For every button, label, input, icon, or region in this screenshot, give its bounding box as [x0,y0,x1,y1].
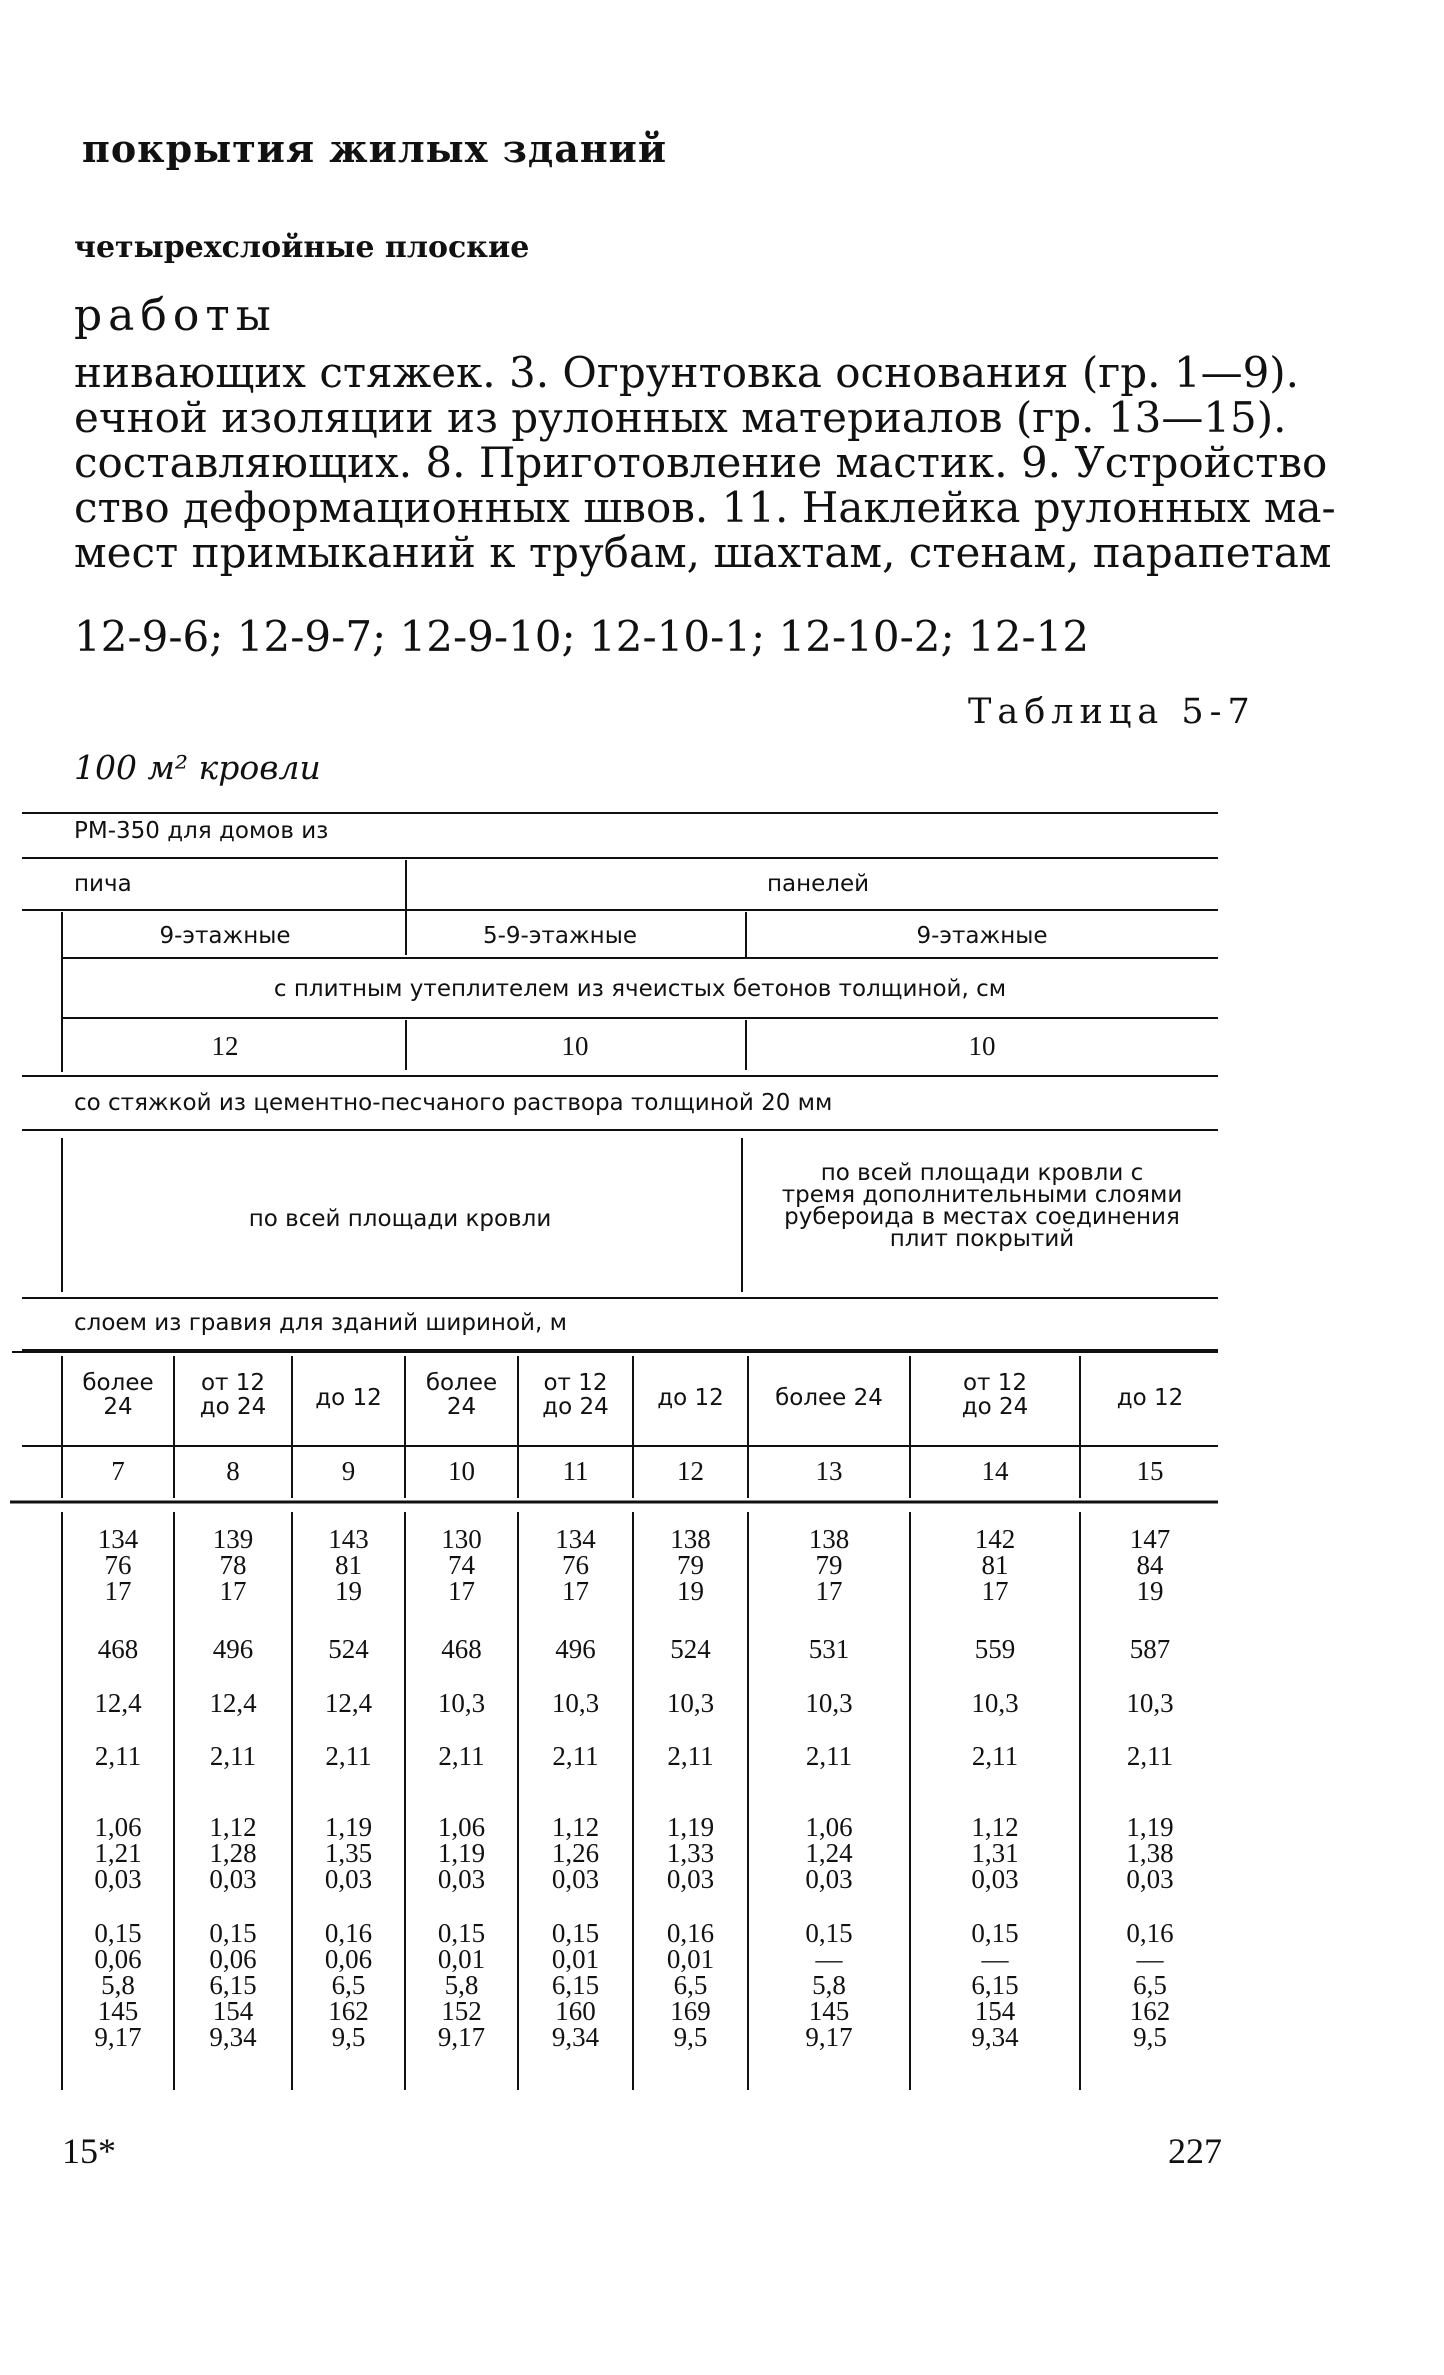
section-subtitle: четырехслойные плоские [74,230,530,265]
table-cell-value: 17 [448,1576,475,1606]
table-cell-value: 2,11 [805,1741,853,1771]
table-cell-value: 154 [212,1996,254,2026]
table-cell-value: 0,15 [805,1918,853,1948]
table-cell-value: 138 [808,1524,850,1554]
table-cell-value: 5,8 [444,1970,479,2000]
table-cell-value: 1,28 [209,1838,257,1868]
table-cell-value: 1,19 [1126,1812,1174,1842]
table-cell-value: 0,03 [209,1864,257,1894]
table-cell-value: 162 [328,1996,369,2026]
table-cell-value: 74 [448,1550,475,1580]
table-cell-value: 12,4 [324,1688,373,1718]
table-header-thickness: 10 [968,1031,996,1061]
table-cell-value: 1,19 [324,1812,373,1842]
table-cell-value: 0,16 [1126,1918,1174,1948]
table-cell-value: 19 [1136,1576,1164,1606]
table-cell-value: 2,11 [667,1741,714,1771]
table-cell-value: 10,3 [551,1688,600,1718]
table-cell-value: 19 [335,1576,362,1606]
table-header-area: по всей площади кровли [248,1206,552,1232]
table-cell-value: 531 [808,1634,850,1664]
table-cell-value: 1,26 [551,1838,600,1868]
table-cell-value: 0,03 [437,1864,486,1894]
page-number: 227 [1168,2131,1222,2171]
paragraph-line: составляющих. 8. Приготовление мастик. 9. Устройство [74,438,1328,487]
table-cell-value: 1,12 [209,1812,257,1842]
table-cell-value: 9,5 [1133,2022,1167,2052]
column-number: 14 [981,1456,1009,1486]
table-cell-value: 9,17 [805,2022,853,2052]
column-header: до 12 [657,1385,724,1411]
table-cell-value: 0,03 [551,1864,600,1894]
table-cell-value: 17 [815,1576,843,1606]
table-cell-value: 152 [441,1996,482,2026]
column-header: до 24 [199,1394,267,1420]
table-cell-value: — [815,1944,843,1974]
table-cell-value: 9,34 [209,2022,257,2052]
column-header: от 12 [962,1370,1028,1396]
table-cell-value: 0,15 [437,1918,486,1948]
table-cell-value: 162 [1129,1996,1171,2026]
table-cell-value: 2,11 [971,1741,1019,1771]
table-cell-value: 2,11 [209,1741,257,1771]
column-number: 15 [1136,1456,1164,1486]
table-cell-value: 9,5 [331,2022,366,2052]
table-cell-value: 10,3 [437,1688,486,1718]
table-cell-value: 2,11 [94,1741,142,1771]
table-header-floors: 5-9-этажные [482,923,638,949]
table-header-area-extra: тремя дополнительными слоями [781,1182,1183,1208]
table-cell-value: 19 [677,1576,704,1606]
column-number: 10 [448,1456,475,1486]
paragraph-line: мест примыканий к трубам, шахтам, стенам, парапетам [74,528,1332,577]
table-cell-value: 1,35 [324,1838,373,1868]
table-cell-value: 496 [212,1634,254,1664]
table-cell-value: 12,4 [209,1688,257,1718]
table-cell-value: 0,15 [209,1918,257,1948]
table-cell-value: 138 [670,1524,711,1554]
table-cell-value: 9,34 [971,2022,1019,2052]
table-cell-value: 1,21 [94,1838,142,1868]
table-cell-value: 1,19 [666,1812,715,1842]
column-number: 9 [341,1456,356,1486]
table-cell-value: 6,5 [1133,1970,1167,2000]
table-cell-value: 9,17 [437,2022,486,2052]
table-cell-value: 84 [1136,1550,1164,1580]
table-cell-value: 0,06 [209,1944,257,1974]
table-cell-value: 0,06 [94,1944,142,1974]
paragraph-line: ство деформационных швов. 11. Наклейка рулонных ма- [74,483,1336,532]
table-cell-value: 6,15 [551,1970,600,2000]
table-cell-value: 10,3 [971,1688,1019,1718]
table-cell-value: 81 [981,1550,1009,1580]
works-heading: работы [74,290,277,341]
table-cell-value: 17 [219,1576,247,1606]
table-cell-value: 79 [815,1550,843,1580]
table-cell-value: 2,11 [552,1741,599,1771]
table-cell-value: 0,16 [666,1918,715,1948]
column-header: более [82,1370,154,1396]
table-cell-value: 0,15 [971,1918,1019,1948]
column-header: до 12 [315,1385,382,1411]
table-cell-value: 587 [1129,1634,1171,1664]
footer-signature: 15* [62,2131,116,2171]
table-cell-value: 6,15 [209,1970,257,2000]
column-header: от 12 [543,1370,608,1396]
table-cell-value: 2,11 [1126,1741,1174,1771]
table-cell-value: 0,01 [437,1944,486,1974]
table-cell-value: 134 [555,1524,596,1554]
table-cell-value: 76 [104,1550,132,1580]
table-cell-value: 9,5 [673,2022,708,2052]
table-header-area-extra: плит покрытий [889,1226,1075,1252]
table-cell-value: 0,01 [666,1944,715,1974]
column-number: 12 [677,1456,704,1486]
table-header-area-extra: рубероида в местах соединения [784,1204,1180,1230]
table-cell-value: 1,24 [805,1838,853,1868]
paragraph-line: нивающих стяжек. 3. Огрунтовка основания (гр. 1—9). [74,348,1300,397]
table-header-rm: РМ-350 для домов из [74,818,329,844]
table-cell-value: 147 [1129,1524,1171,1554]
table-cell-value: 1,06 [437,1812,486,1842]
column-number: 7 [111,1456,125,1486]
table-cell-value: 1,38 [1126,1838,1174,1868]
table-cell-value: 143 [328,1524,369,1554]
table-cell-value: — [1136,1944,1164,1974]
table-cell-value: 10,3 [805,1688,853,1718]
table-cell-value: 1,06 [94,1812,142,1842]
column-header: более [425,1370,498,1396]
table-cell-value: 9,34 [551,2022,600,2052]
table-header-thickness: 10 [561,1031,589,1061]
table-cell-value: 2,11 [438,1741,485,1771]
table-cell-value: 6,5 [673,1970,708,2000]
table-cell-value: 139 [212,1524,254,1554]
table-cell-value: 1,12 [971,1812,1019,1842]
table-cell-value: 169 [670,1996,711,2026]
table-cell-value: 76 [562,1550,589,1580]
column-header: 24 [446,1394,477,1420]
table-cell-value: 6,15 [971,1970,1019,2000]
table-cell-value: 468 [441,1634,482,1664]
table-cell-value: 142 [974,1524,1016,1554]
table-cell-value: 524 [328,1634,369,1664]
column-header: 24 [103,1394,133,1420]
table-header-floors: 9-этажные [159,923,291,949]
table-cell-value: 559 [974,1634,1016,1664]
table-cell-value: 145 [808,1996,850,2026]
table-cell-value: 17 [562,1576,589,1606]
column-header: до 24 [961,1394,1029,1420]
table-cell-value: 81 [335,1550,362,1580]
table-cell-value: 9,17 [94,2022,142,2052]
table-cell-value: — [981,1944,1009,1974]
table-header-screed: со стяжкой из цементно-песчаного раствора толщиной 20 мм [74,1090,833,1116]
table-header-panels: панелей [766,871,870,897]
table-header-gravel: слоем из гравия для зданий шириной, м [74,1310,567,1336]
column-header: от 12 [200,1370,266,1396]
table-cell-value: 12,4 [94,1688,142,1718]
table-cell-value: 160 [555,1996,596,2026]
column-number: 8 [226,1456,240,1486]
table-cell-value: 0,03 [94,1864,142,1894]
column-number: 11 [562,1456,589,1486]
table-cell-value: 154 [974,1996,1016,2026]
table-header-floors: 9-этажные [916,923,1048,949]
column-header: более 24 [775,1385,883,1411]
column-header: до 12 [1116,1385,1184,1411]
table-cell-value: 1,12 [551,1812,600,1842]
paragraph-line: ечной изоляции из рулонных материалов (гр. 13—15). [74,393,1287,442]
references-line: 12-9-6; 12-9-7; 12-9-10; 12-10-1; 12-10-2; 12-12 [74,612,1090,661]
table-cell-value: 0,06 [324,1944,373,1974]
table-cell-value: 78 [219,1550,247,1580]
table-cell-value: 0,03 [1126,1864,1174,1894]
table-cell-value: 0,15 [94,1918,142,1948]
table-cell-value: 79 [677,1550,704,1580]
column-number: 13 [815,1456,843,1486]
section-title: покрытия жилых зданий [82,126,668,171]
table-cell-value: 0,01 [551,1944,600,1974]
table-header-area-extra: по всей площади кровли с [820,1160,1144,1186]
table-cell-value: 0,03 [805,1864,853,1894]
table-caption: Таблица 5-7 [968,692,1256,732]
table-cell-value: 496 [555,1634,596,1664]
table-cell-value: 468 [97,1634,139,1664]
table-header-insulation: с плитным утеплителем из ячеистых бетонов толщиной, см [273,976,1007,1002]
table-header-brick: пича [74,871,132,897]
table-cell-value: 5,8 [101,1970,135,2000]
table-cell-value: 5,8 [812,1970,846,2000]
table-cell-value: 0,03 [666,1864,715,1894]
unit-label: 100 м² кровли [74,748,321,787]
table-cell-value: 1,06 [805,1812,853,1842]
table-header-thickness: 12 [211,1031,239,1061]
table-cell-value: 10,3 [666,1688,715,1718]
table-cell-value: 1,19 [437,1838,486,1868]
column-header: до 24 [542,1394,609,1420]
table-cell-value: 0,03 [324,1864,373,1894]
table-cell-value: 524 [670,1634,711,1664]
table-cell-value: 145 [97,1996,139,2026]
table-cell-value: 17 [981,1576,1009,1606]
table-cell-value: 2,11 [325,1741,372,1771]
table-cell-value: 1,33 [666,1838,715,1868]
table-cell-value: 17 [104,1576,132,1606]
table-cell-value: 0,16 [324,1918,373,1948]
table-cell-value: 6,5 [331,1970,366,2000]
table-cell-value: 1,31 [971,1838,1019,1868]
table-cell-value: 10,3 [1126,1688,1174,1718]
table-cell-value: 130 [441,1524,482,1554]
table-cell-value: 134 [97,1524,139,1554]
table-cell-value: 0,03 [971,1864,1019,1894]
table-cell-value: 0,15 [551,1918,600,1948]
